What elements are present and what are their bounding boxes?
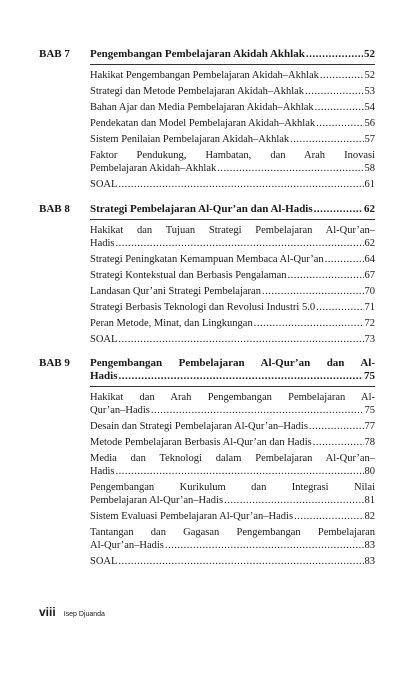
entry-page: 54 [364,102,375,113]
entry-page: 71 [364,302,375,313]
entry-page: 52 [364,70,375,81]
leader-dots [320,69,364,82]
entry-text: Bahan Ajar dan Media Pembelajaran Akidah–Akhlak [90,102,314,113]
entry-page: 73 [364,334,375,345]
leader-dots [309,420,364,433]
entry-page: 64 [364,254,375,265]
leader-dots [165,539,364,552]
toc-entry[interactable] [90,481,375,507]
entry-page: 62 [364,238,375,249]
leader-dots [316,117,363,130]
leader-dots [325,253,364,266]
toc-entry[interactable] [90,69,375,82]
entry-page: 70 [364,286,375,297]
page-number: viii [39,605,56,619]
entry-text: Faktor Pendukung, Hambatan, dan Arah Inovasi [90,150,375,161]
toc-entry[interactable] [90,526,375,552]
entry-text: Media dan Teknologi dalam Pembelajaran Al-Qur’an– [90,453,375,464]
toc-entry[interactable] [90,452,375,478]
leader-dots [306,48,363,61]
leader-dots [118,555,363,568]
entry-page: 75 [364,405,375,416]
toc-entry[interactable] [90,224,375,250]
entry-page: 56 [364,118,375,129]
toc-entry[interactable] [90,301,375,314]
chapter-title-row[interactable] [90,357,375,383]
entry-page: 83 [364,540,375,551]
entry-text: Peran Metode, Minat, dan Lingkungan [90,318,253,329]
leader-dots [313,436,364,449]
chapter-title: Hadis [90,370,118,382]
leader-dots [290,133,363,146]
entry-page: 78 [364,437,375,448]
leader-dots [316,301,363,314]
leader-dots [314,203,363,216]
leader-dots [119,370,363,383]
chapter-page: 62 [364,203,375,215]
chapter-rule [90,386,375,387]
leader-dots [305,85,363,98]
toc-entry[interactable] [90,333,375,346]
entry-page: 58 [364,163,375,174]
entry-text: Hadis [90,238,115,249]
chapter-rule [90,64,375,65]
entry-text: Pendekatan dan Model Pembelajaran Akidah–Akhlak [90,118,316,129]
running-author: Isep Djuanda [63,611,105,618]
entry-page: 81 [364,495,375,506]
entry-text: Hakikat Pengembangan Pembelajaran Akidah–Akhlak [90,70,319,81]
leader-dots [224,494,363,507]
leader-dots [217,162,363,175]
toc-entry[interactable] [90,149,375,175]
entry-text: SOAL [90,179,118,190]
toc-entry[interactable] [90,420,375,433]
toc-entry[interactable] [90,391,375,417]
page-footer [39,605,105,619]
toc-entry[interactable] [90,85,375,98]
entry-text: Hakikat dan Tujuan Strategi Pembelajaran Al-Qur’an– [90,225,375,236]
entry-text: Hadis [90,466,115,477]
entry-text: Al-Qur’an–Hadis [90,540,164,551]
entry-page: 53 [364,86,375,97]
toc-entry[interactable] [90,133,375,146]
entry-text: Metode Pembelajaran Berbasis Al-Qur’an dan Hadis [90,437,312,448]
toc-entry[interactable] [90,269,375,282]
toc-entry[interactable] [90,285,375,298]
chapter-rule [90,219,375,220]
entry-text: Strategi Kontekstual dan Berbasis Pengalaman [90,270,287,281]
leader-dots [254,317,364,330]
chapter-label: BAB 7 [39,48,70,60]
leader-dots [262,285,364,298]
chapter-title: Pengembangan Pembelajaran Akidah Akhlak [90,48,305,60]
chapter-page: 52 [364,48,375,60]
toc-entry[interactable] [90,317,375,330]
chapter-title: Strategi Pembelajaran Al-Qur’an dan Al-Hadis [90,203,313,215]
toc-entry[interactable] [90,117,375,130]
leader-dots [151,404,364,417]
toc-entry[interactable] [90,253,375,266]
entry-text: Landasan Qur’ani Strategi Pembelajaran [90,286,261,297]
entry-text: Pembelajaran Akidah–Akhlak [90,163,217,174]
entry-text: Desain dan Strategi Pembelajaran Al-Qur’an–Hadis [90,421,308,432]
chapter-title: Pengembangan Pembelajaran Al-Qur’an dan Al- [90,357,375,369]
entry-text: Hakikat dan Arah Pengembangan Pembelajaran Al- [90,392,375,403]
entry-text: Strategi dan Metode Pembelajaran Akidah–Akhlak [90,86,305,97]
entry-text: SOAL [90,556,118,567]
toc-entry[interactable] [90,178,375,191]
entry-text: Tantangan dan Gagasan Pengembangan Pembelajaran [90,527,375,538]
entry-page: 72 [364,318,375,329]
toc-entry[interactable] [90,436,375,449]
chapter-content [90,203,375,349]
leader-dots [116,465,364,478]
leader-dots [118,333,363,346]
leader-dots [116,237,364,250]
entry-page: 57 [364,134,375,145]
entry-text: Sistem Evaluasi Pembelajaran Al-Qur’an–Hadis [90,511,294,522]
leader-dots [118,178,363,191]
entry-page: 61 [364,179,375,190]
chapter-title-row[interactable] [90,48,375,61]
entry-page: 77 [364,421,375,432]
entry-text: Pengembangan Kurikulum dan Integrasi Nilai [90,482,375,493]
leader-dots [288,269,364,282]
chapter-title-row[interactable] [90,203,375,216]
entry-text: SOAL [90,334,118,345]
entry-page: 83 [364,556,375,567]
entry-text: Pembelajaran Al-Qur’an–Hadis [90,495,224,506]
chapter-label: BAB 8 [39,203,70,215]
entry-text: Strategi Peningkatan Kemampuan Membaca Al-Qur’an [90,254,324,265]
entry-page: 82 [364,511,375,522]
entry-page: 80 [364,466,375,477]
chapter-label: BAB 9 [39,357,70,369]
entry-text: Strategi Berbasis Teknologi dan Revolusi Industri 5.0 [90,302,316,313]
chapter-content [90,357,375,571]
chapter-page: 75 [364,370,375,382]
leader-dots [315,101,364,114]
entry-text: Qur’an–Hadis [90,405,150,416]
toc-entry[interactable] [90,555,375,568]
entry-text: Sistem Penilaian Pembelajaran Akidah–Akhlak [90,134,290,145]
chapter-content [90,48,375,194]
toc-entry[interactable] [90,101,375,114]
leader-dots [294,510,363,523]
toc-entry[interactable] [90,510,375,523]
entry-page: 67 [364,270,375,281]
